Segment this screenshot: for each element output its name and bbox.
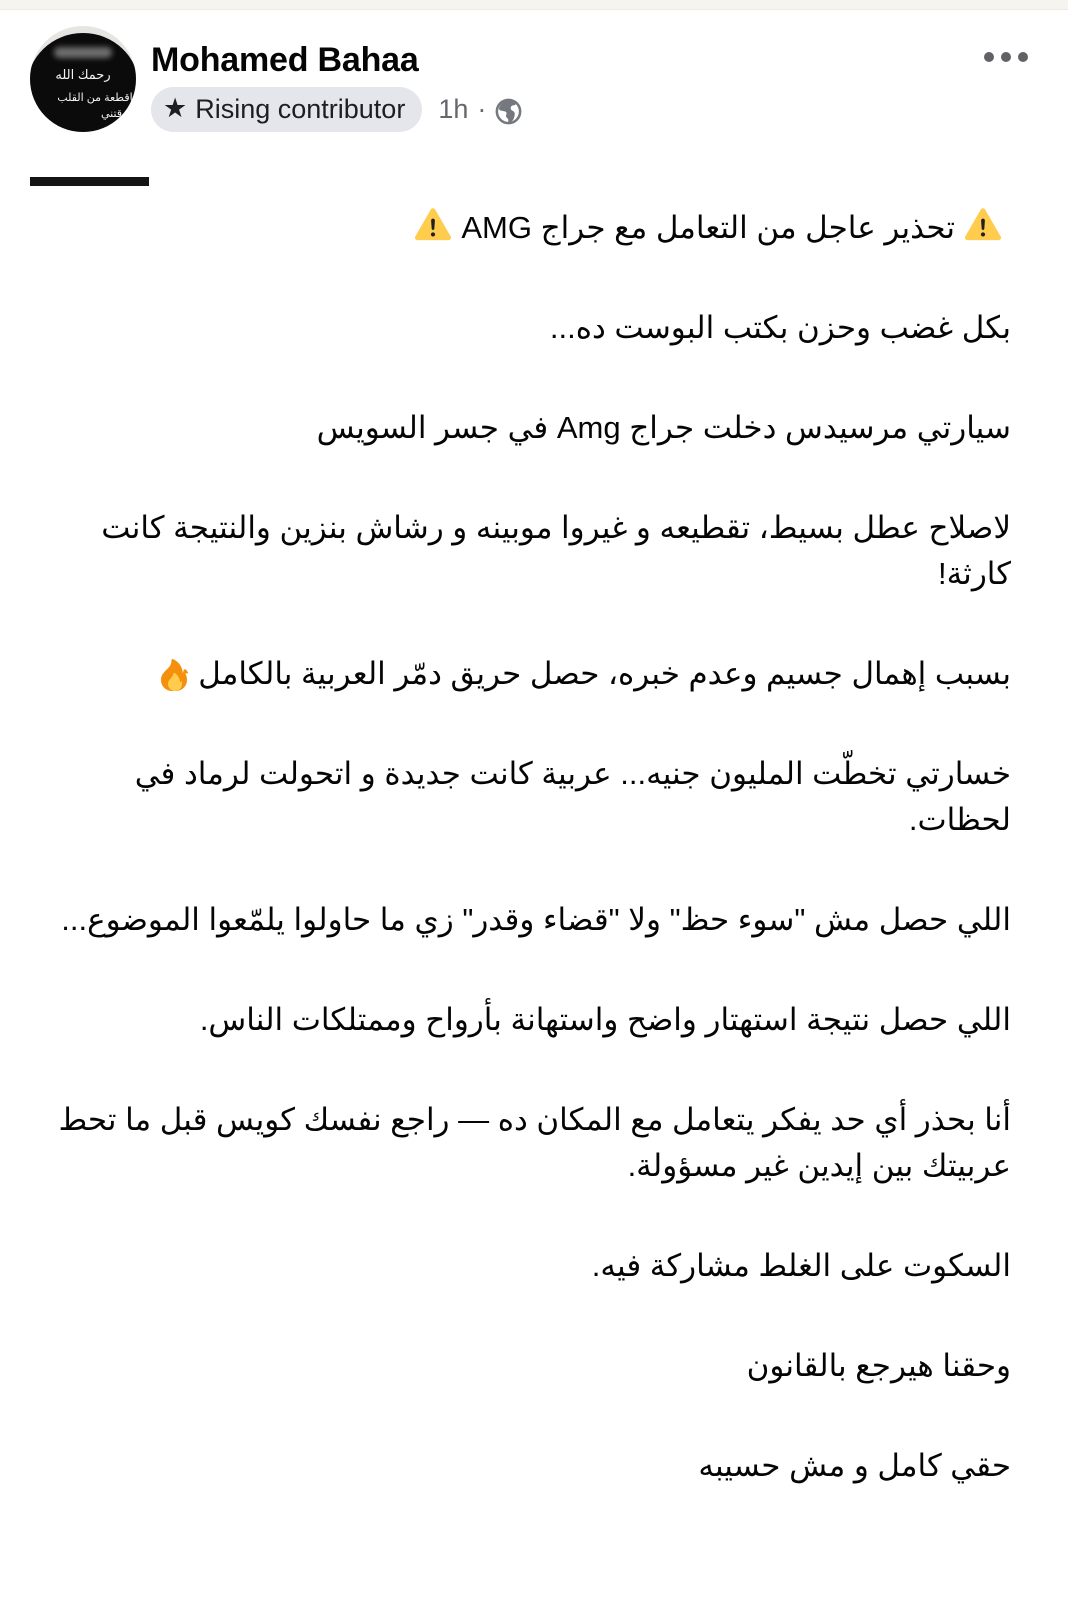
post-paragraph: [57, 897, 1011, 943]
dot-separator: ·: [477, 94, 487, 124]
post-paragraph: [57, 405, 1011, 451]
avatar[interactable]: [30, 26, 136, 132]
paragraph-text: تحذير عاجل من التعامل مع جراج AMG: [461, 210, 955, 245]
star-icon: ★: [163, 92, 188, 123]
dot: [1018, 52, 1028, 62]
header-text: [151, 26, 522, 132]
post-paragraph: [57, 997, 1011, 1043]
author-name[interactable]: Mohamed Bahaa: [151, 41, 419, 79]
dot: [1001, 52, 1011, 62]
dot: [984, 52, 994, 62]
post-paragraph: [57, 1243, 1011, 1289]
paragraph-text: اللي حصل نتيجة استهتار واضح واستهانة بأرواح وممتلكات الناس.: [199, 1002, 1011, 1037]
badge-label: Rising contributor: [195, 94, 406, 124]
paragraph-text: وحقنا هيرجع بالقانون: [746, 1348, 1011, 1383]
meta-row: [151, 87, 522, 132]
warning-icon: [413, 206, 453, 246]
avatar-blurred-text: [54, 47, 112, 58]
paragraph-text: اللي حصل مش "سوء حظ" ولا "قضاء وقدر" زي ما حاولوا يلمّعوا الموضوع...: [61, 902, 1011, 937]
post-paragraph: [57, 305, 1011, 351]
avatar-caption: [30, 26, 136, 132]
post-header: [30, 26, 522, 132]
fire-icon: [156, 655, 192, 691]
redacted-text-bar: [30, 177, 149, 186]
ellipsis-menu-button[interactable]: [980, 48, 1032, 66]
post-paragraph: [57, 1343, 1011, 1389]
paragraph-text: حقي كامل و مش حسيبه: [698, 1448, 1011, 1483]
rising-contributor-badge[interactable]: [151, 87, 422, 132]
paragraph-text: خسارتي تخطّت المليون جنيه... عربية كانت جديدة و اتحولت لرماد في لحظات.: [134, 756, 1011, 837]
paragraph-text: بكل غضب وحزن بكتب البوست ده...: [549, 310, 1011, 345]
paragraph-text: لاصلاح عطل بسيط، تقطيعه و غيروا موبينه و رشاش بنزين والنتيجة كانت كارثة!: [101, 510, 1011, 591]
paragraph-text: أنا بحذر أي حد يفكر يتعامل مع المكان ده — راجع نفسك كويس قبل ما تحط عربيتك بين إيدين غير مسؤولة.: [58, 1102, 1011, 1183]
post-paragraph: [57, 505, 1011, 597]
post-timestamp[interactable]: 1h: [438, 94, 469, 124]
avatar-text-line: رحمك الله: [55, 66, 111, 82]
post-body: [0, 192, 1068, 1543]
post-paragraph: [57, 1443, 1011, 1489]
avatar-text-line: ياقطعة من القلب فارقتني: [57, 91, 136, 120]
post-paragraph: [57, 751, 1011, 843]
post-paragraph: [57, 1097, 1011, 1189]
paragraph-text: السكوت على الغلط مشاركة فيه.: [591, 1248, 1011, 1283]
top-strip: [0, 0, 1068, 10]
post-paragraph: [57, 205, 1011, 251]
paragraph-text: بسبب إهمال جسيم وعدم خبره، حصل حريق دمّر العربية بالكامل: [198, 656, 1011, 691]
warning-icon: [963, 206, 1003, 246]
globe-icon: [495, 98, 522, 125]
paragraph-text: سيارتي مرسيدس دخلت جراج Amg في جسر السويس: [316, 410, 1011, 445]
post-paragraph: [57, 651, 1011, 697]
